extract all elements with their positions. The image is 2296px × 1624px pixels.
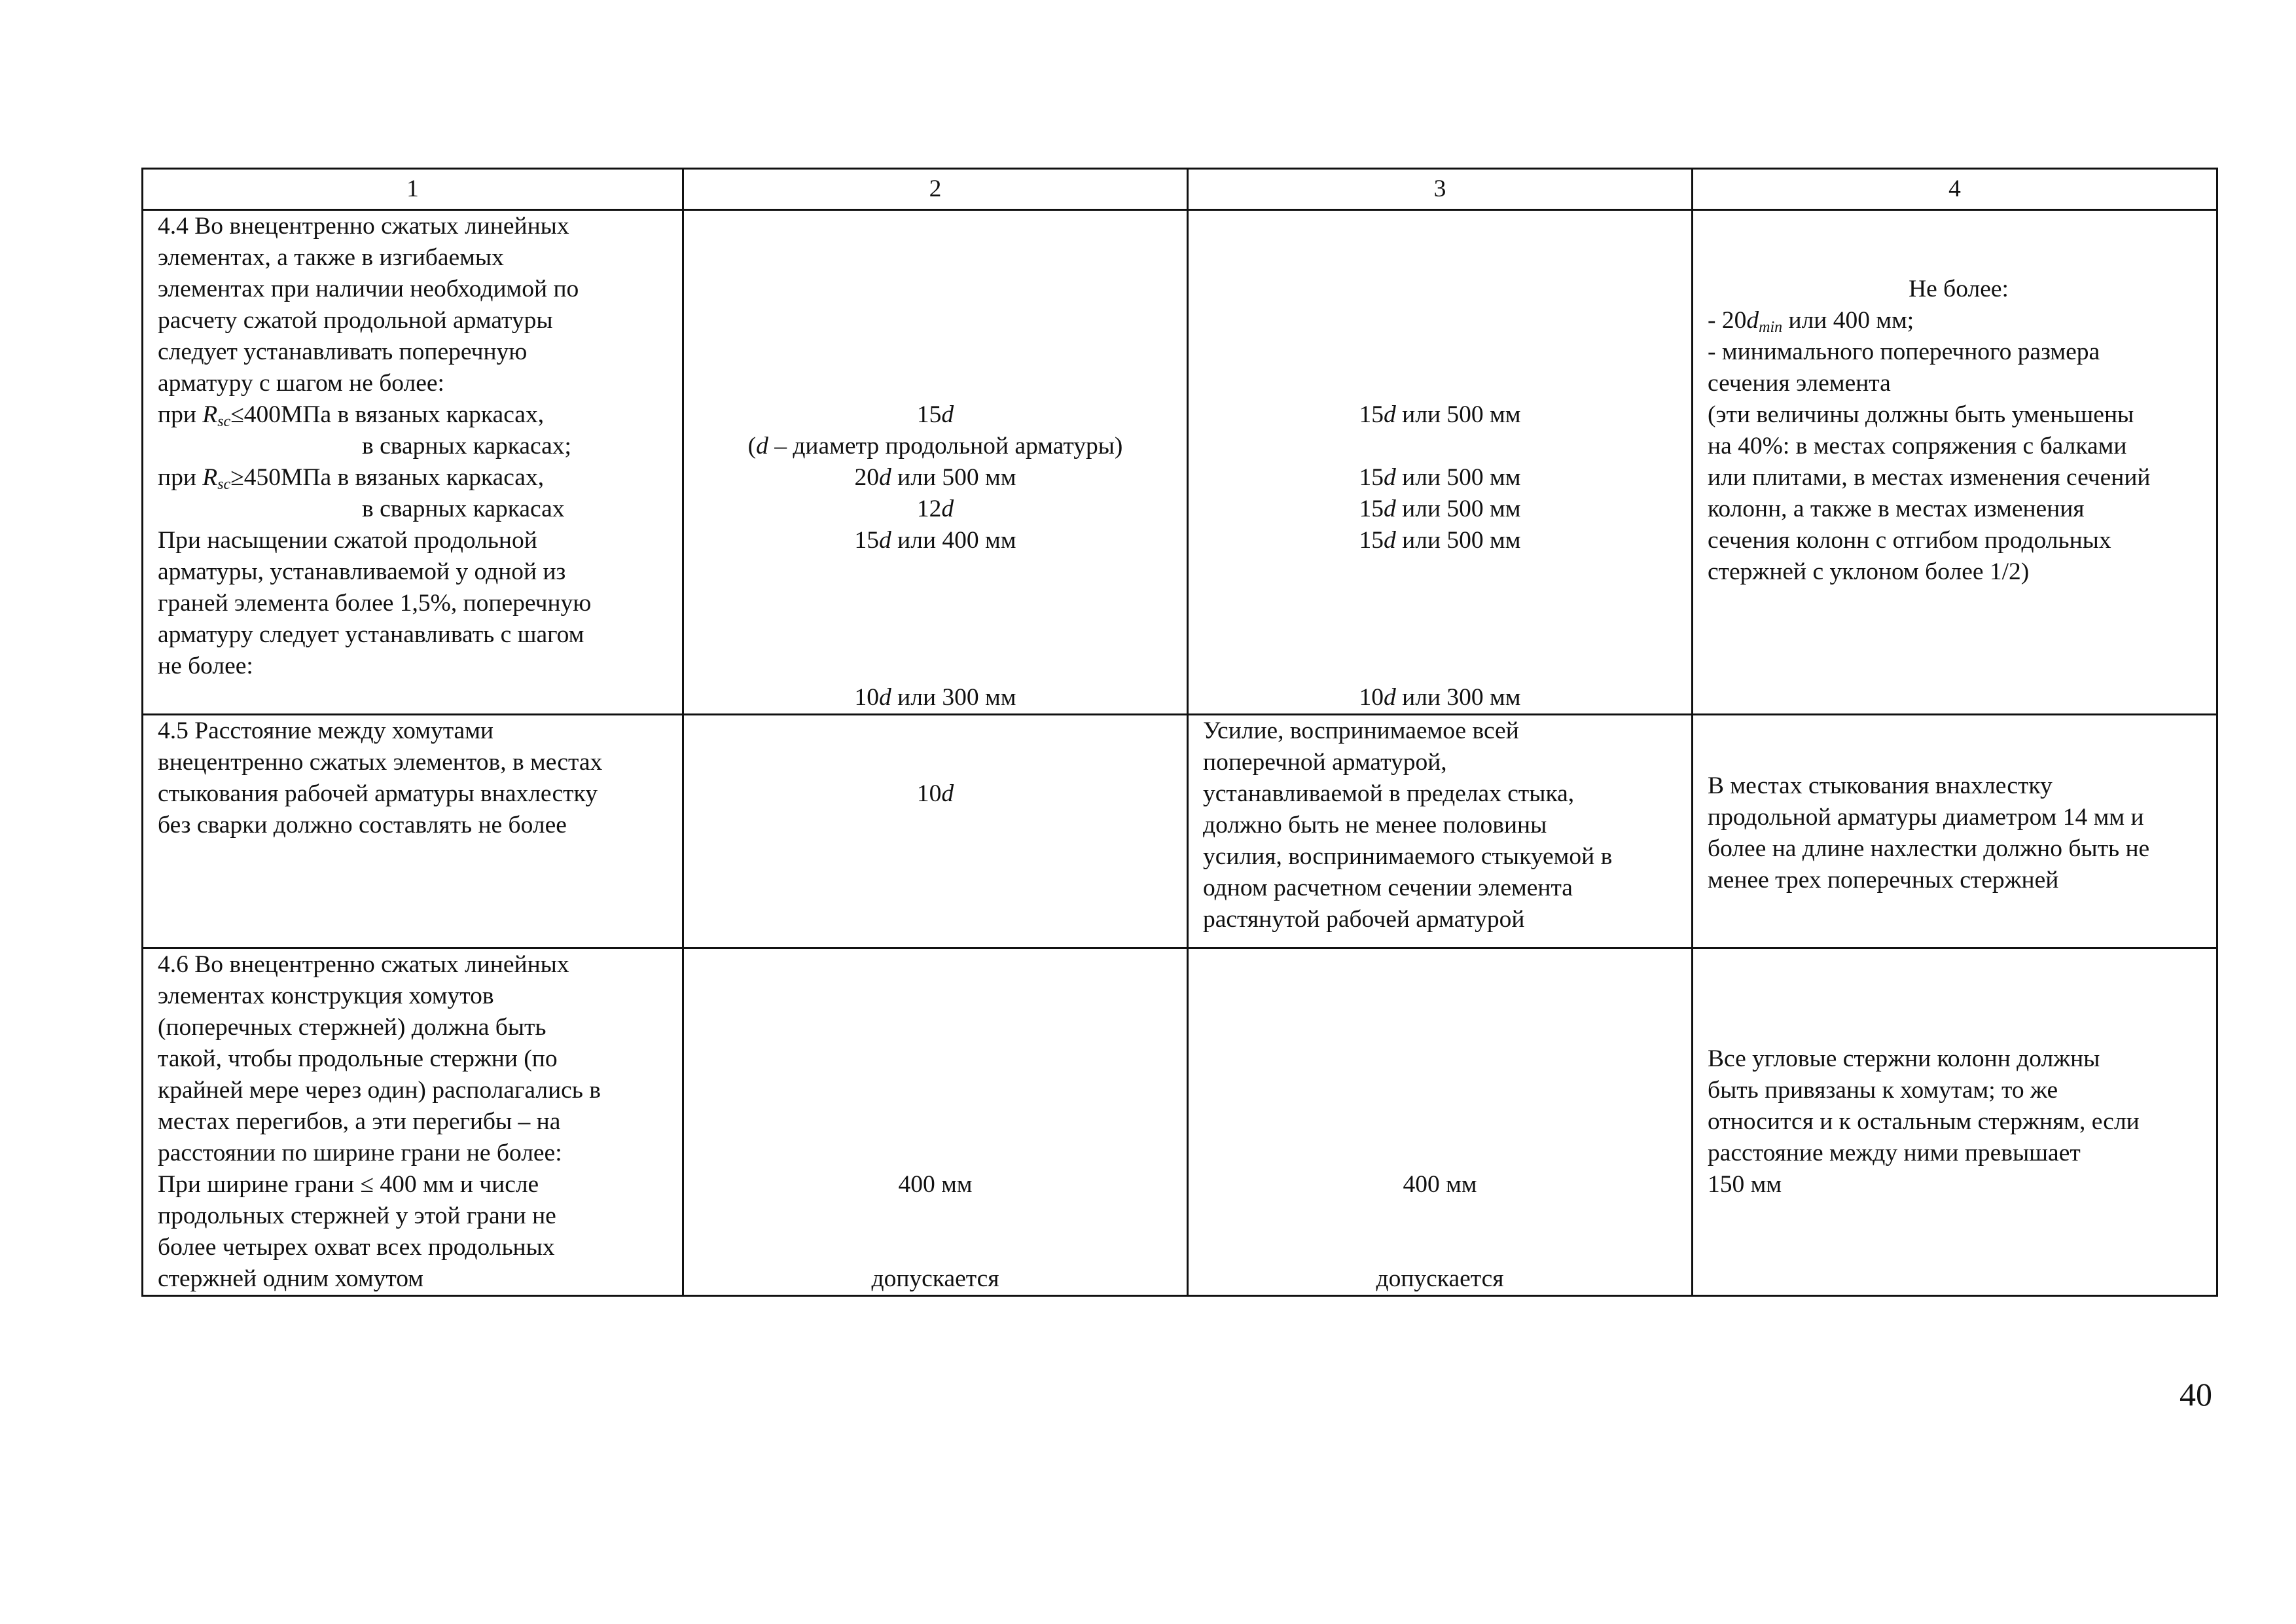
value-10d-300 bbox=[684, 682, 1187, 713]
value-15d-500 bbox=[1189, 399, 1691, 431]
header-cell-1: 1 bbox=[143, 169, 683, 210]
text-line: внецентренно сжатых элементов, в местах bbox=[158, 749, 603, 776]
d-symbol: d bbox=[756, 433, 768, 460]
text-line: продольных стержней у этой грани не bbox=[158, 1202, 556, 1229]
value-15d-400 bbox=[684, 525, 1187, 556]
table-header-row bbox=[143, 169, 2217, 210]
number: 20 bbox=[854, 464, 880, 491]
text-line: следует устанавливать поперечную bbox=[158, 338, 528, 365]
row-4-4-column-4 bbox=[1693, 210, 2217, 715]
text-fragment: или 500 мм bbox=[891, 464, 1016, 491]
text-line: расстоянии по ширине грани не более: bbox=[158, 1140, 562, 1166]
text-line: сечения элемента bbox=[1708, 370, 1891, 397]
d-symbol: d bbox=[941, 401, 954, 428]
text-line: арматуру с шагом не более: bbox=[158, 370, 444, 397]
welded-frames-line: в сварных каркасах bbox=[362, 496, 565, 522]
rsc-symbol: R bbox=[202, 464, 218, 491]
header-cell-3: 3 bbox=[1188, 169, 1693, 210]
text-line: (эти величины должны быть уменьшены bbox=[1708, 401, 2134, 428]
text-line: не более: bbox=[158, 653, 253, 679]
value-400mm: 400 мм bbox=[1403, 1171, 1477, 1198]
text-line: расчету сжатой продольной арматуры bbox=[158, 307, 553, 334]
text-fragment: или 500 мм bbox=[1395, 464, 1521, 491]
text-line: на 40%: в местах сопряжения с балками bbox=[1708, 433, 2127, 460]
number: 12 bbox=[916, 496, 942, 522]
allowed-label: допускается bbox=[871, 1265, 999, 1292]
rsc-400-line bbox=[158, 399, 675, 431]
text-line: арматуры, устанавливаемой у одной из bbox=[158, 558, 566, 585]
d-symbol: d bbox=[1384, 684, 1396, 711]
min-subscript: min bbox=[1759, 319, 1783, 336]
value-400mm: 400 мм bbox=[898, 1171, 973, 1198]
row-4-5-description bbox=[143, 715, 683, 948]
text-line: элементах, а также в изгибаемых bbox=[158, 244, 504, 271]
text-line: менее трех поперечных стержней bbox=[1708, 867, 2059, 893]
d-symbol: d bbox=[941, 780, 954, 807]
text-line: местах перегибов, а эти перегибы – на bbox=[158, 1108, 561, 1135]
row-4-6-column-4 bbox=[1693, 948, 2217, 1296]
allowed-label: допускается bbox=[1376, 1265, 1504, 1292]
d-symbol: d bbox=[941, 496, 954, 522]
number: 15 bbox=[854, 527, 880, 554]
text-line: Усилие, воспринимаемое всей bbox=[1203, 717, 1519, 744]
row-4-4-description bbox=[143, 210, 683, 715]
text-line: При ширине грани ≤ 400 мм и числе bbox=[158, 1171, 539, 1198]
number: 10 bbox=[854, 684, 880, 711]
text-fragment: при bbox=[158, 464, 203, 491]
text-line: более на длине нахлестки должно быть не bbox=[1708, 835, 2150, 862]
value-10d bbox=[684, 778, 1187, 810]
text-line: 4.5 Расстояние между хомутами bbox=[158, 717, 493, 744]
rsc-450-line bbox=[158, 462, 675, 494]
text-fragment: или 400 мм bbox=[891, 527, 1016, 554]
diameter-note bbox=[684, 431, 1187, 462]
text-line: элементах при наличии необходимой по bbox=[158, 276, 579, 302]
text-fragment: - 20 bbox=[1708, 307, 1747, 334]
text-fragment: ≥450МПа в вязаных каркасах, bbox=[230, 464, 545, 491]
number: 10 bbox=[916, 780, 942, 807]
text-line: растянутой рабочей арматурой bbox=[1203, 906, 1525, 933]
text-line: крайней мере через один) располагались в bbox=[158, 1077, 601, 1104]
row-4-4-column-2 bbox=[683, 210, 1188, 715]
text-line: стержней одним хомутом bbox=[158, 1265, 423, 1292]
text-line: более четырех охват всех продольных bbox=[158, 1234, 555, 1261]
text-line: элементах конструкция хомутов bbox=[158, 983, 494, 1009]
d-symbol: d bbox=[1384, 401, 1396, 428]
number: 15 bbox=[1359, 401, 1384, 428]
d-symbol: d bbox=[879, 684, 891, 711]
text-line: поперечной арматурой, bbox=[1203, 749, 1447, 776]
text-fragment: ≤400МПа в вязаных каркасах, bbox=[230, 401, 545, 428]
requirements-table bbox=[141, 168, 2218, 1297]
text-line: расстояние между ними превышает bbox=[1708, 1140, 2081, 1166]
text-line: сечения колонн с отгибом продольных bbox=[1708, 527, 2111, 554]
d-symbol: d bbox=[1746, 307, 1759, 334]
value-10d-300 bbox=[1189, 682, 1691, 713]
text-line: относится и к остальным стержням, если bbox=[1708, 1108, 2140, 1135]
text-fragment: или 500 мм bbox=[1395, 496, 1521, 522]
row-4-6-column-2 bbox=[683, 948, 1188, 1296]
value-20d-500 bbox=[684, 462, 1187, 494]
value-15d-500 bbox=[1189, 462, 1691, 494]
d-symbol: d bbox=[1384, 496, 1396, 522]
row-4-4-column-3 bbox=[1188, 210, 1693, 715]
text-fragment: или 400 мм; bbox=[1782, 307, 1914, 334]
text-line: устанавливаемой в пределах стыка, bbox=[1203, 780, 1575, 807]
not-more-title: Не более: bbox=[1909, 276, 2009, 302]
text-fragment: или 300 мм bbox=[891, 684, 1016, 711]
rsc-subscript: sc bbox=[217, 413, 231, 430]
value-12d bbox=[684, 494, 1187, 525]
rsc-symbol: R bbox=[202, 401, 218, 428]
page-number: 40 bbox=[2179, 1376, 2212, 1413]
header-cell-4: 4 bbox=[1693, 169, 2217, 210]
text-fragment: – диаметр продольной арматуры) bbox=[768, 433, 1123, 460]
text-line: - минимального поперечного размера bbox=[1708, 338, 2100, 365]
value-15d bbox=[684, 399, 1187, 431]
number: 15 bbox=[1359, 496, 1384, 522]
number: 15 bbox=[1359, 464, 1384, 491]
d-symbol: d bbox=[879, 464, 891, 491]
text-line: В местах стыкования внахлестку bbox=[1708, 772, 2053, 799]
row-4-6-description bbox=[143, 948, 683, 1296]
d-symbol: d bbox=[1384, 464, 1396, 491]
text-line: (поперечных стержней) должна быть bbox=[158, 1014, 547, 1041]
number: 15 bbox=[916, 401, 942, 428]
text-line: стержней с уклоном более 1/2) bbox=[1708, 558, 2030, 585]
text-line: 4.6 Во внецентренно сжатых линейных bbox=[158, 951, 569, 978]
text-line: При насыщении сжатой продольной bbox=[158, 527, 537, 554]
text-line: должно быть не менее половины bbox=[1203, 812, 1547, 839]
welded-frames-line: в сварных каркасах; bbox=[362, 433, 571, 460]
row-4-5-column-4 bbox=[1693, 715, 2217, 948]
d-symbol: d bbox=[1384, 527, 1396, 554]
header-cell-2: 2 bbox=[683, 169, 1188, 210]
number: 15 bbox=[1359, 527, 1384, 554]
rsc-subscript: sc bbox=[217, 476, 231, 493]
row-4-6-column-3 bbox=[1188, 948, 1693, 1296]
dmin-line bbox=[1708, 305, 2210, 336]
text-line: или плитами, в местах изменения сечений bbox=[1708, 464, 2151, 491]
value-15d-500 bbox=[1189, 494, 1691, 525]
text-fragment: ( bbox=[747, 433, 757, 460]
text-fragment: или 300 мм bbox=[1395, 684, 1521, 711]
text-line: граней элемента более 1,5%, поперечную bbox=[158, 590, 592, 617]
table-row-4-5 bbox=[143, 715, 2217, 948]
text-fragment: или 500 мм bbox=[1395, 527, 1521, 554]
text-line: без сварки должно составлять не более bbox=[158, 812, 567, 839]
text-line: колонн, а также в местах изменения bbox=[1708, 496, 2085, 522]
text-line: 4.4 Во внецентренно сжатых линейных bbox=[158, 213, 569, 240]
text-line: усилия, воспринимаемого стыкуемой в bbox=[1203, 843, 1613, 870]
text-fragment: или 500 мм bbox=[1395, 401, 1521, 428]
value-15d-500 bbox=[1189, 525, 1691, 556]
table-row-4-4 bbox=[143, 210, 2217, 715]
row-4-5-column-2 bbox=[683, 715, 1188, 948]
text-line: стыкования рабочей арматуры внахлестку bbox=[158, 780, 598, 807]
row-4-5-column-3 bbox=[1188, 715, 1693, 948]
text-line: одном расчетном сечении элемента bbox=[1203, 875, 1573, 901]
text-line: такой, чтобы продольные стержни (по bbox=[158, 1045, 558, 1072]
number: 10 bbox=[1359, 684, 1384, 711]
text-fragment: при bbox=[158, 401, 203, 428]
table-row-4-6 bbox=[143, 948, 2217, 1296]
text-line: быть привязаны к хомутам; то же bbox=[1708, 1077, 2058, 1104]
text-line: продольной арматуры диаметром 14 мм и bbox=[1708, 804, 2144, 831]
text-line: арматуру следует устанавливать с шагом bbox=[158, 621, 584, 648]
text-line: Все угловые стержни колонн должны bbox=[1708, 1045, 2100, 1072]
d-symbol: d bbox=[879, 527, 891, 554]
text-line: 150 мм bbox=[1708, 1171, 1782, 1198]
